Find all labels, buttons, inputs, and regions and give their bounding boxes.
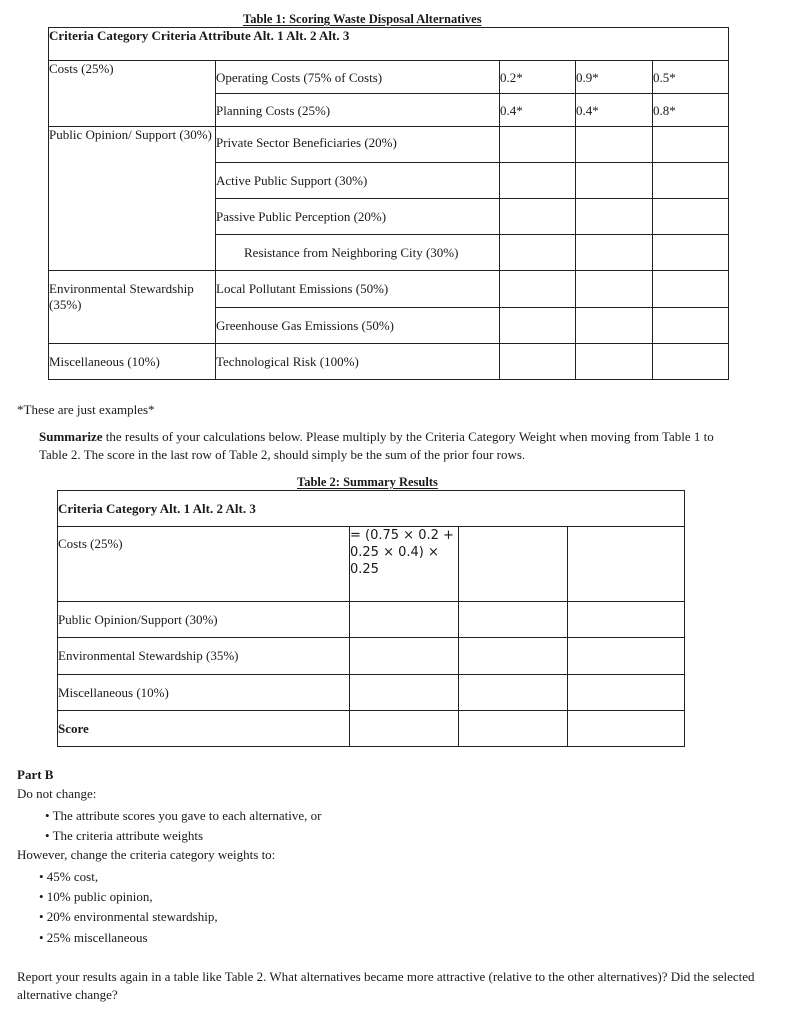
score-alt2: 0.4*	[576, 94, 653, 127]
table-row	[58, 711, 685, 747]
table-row	[49, 127, 729, 163]
score-alt3	[653, 127, 729, 163]
table-row	[58, 527, 685, 602]
summary-alt1	[350, 638, 459, 675]
summary-label-environmental: Environmental Stewardship (35%)	[58, 638, 350, 675]
score-alt2	[576, 271, 653, 308]
table2-header: Criteria Category Alt. 1 Alt. 2 Alt. 3	[58, 491, 685, 527]
score-alt1: 0.2*	[500, 61, 576, 94]
attribute-private-sector: Private Sector Beneficiaries (20%)	[216, 127, 500, 163]
score-alt1	[500, 199, 576, 235]
summary-label-miscellaneous: Miscellaneous (10%)	[58, 675, 350, 711]
table1	[48, 27, 729, 380]
category-environmental-stewardship: Environmental Stewardship (35%)	[49, 271, 216, 344]
category-public-opinion: Public Opinion/ Support (30%)	[49, 127, 216, 271]
score-alt3	[653, 199, 729, 235]
table-row	[49, 344, 729, 380]
summary-alt2	[459, 527, 568, 602]
keep-item: • The attribute scores you gave to each alternative, or	[45, 808, 322, 823]
table2	[57, 490, 685, 747]
summary-instruction-text: the results of your calculations below. Please multiply by the Criteria Category Weight when moving from Table 1 to Table 2. The score in the last row of Table 2, should simply be the sum of the prior four rows.	[39, 429, 714, 462]
score-alt3: 0.8*	[653, 94, 729, 127]
part-b-title: Part B	[17, 767, 54, 782]
score-alt3	[653, 344, 729, 380]
score-alt1: 0.4*	[500, 94, 576, 127]
summary-alt1-costs-formula: = (0.75 × 0.2 + 0.25 × 0.4) × 0.25	[350, 527, 459, 602]
summary-alt3	[568, 638, 685, 675]
keep-item: • The criteria attribute weights	[45, 828, 204, 843]
attribute-planning-costs: Planning Costs (25%)	[216, 94, 500, 127]
summary-alt1	[350, 602, 459, 638]
score-alt2	[576, 163, 653, 199]
attribute-operating-costs: Operating Costs (75% of Costs)	[216, 61, 500, 94]
table1-caption: Table 1: Scoring Waste Disposal Alternatives	[243, 12, 482, 26]
score-alt3	[653, 163, 729, 199]
weight-item: • 10% public opinion,	[39, 889, 153, 904]
score-alt1	[500, 163, 576, 199]
do-not-change-label: Do not change:	[17, 786, 97, 801]
score-alt2	[576, 199, 653, 235]
attribute-active-public-support: Active Public Support (30%)	[216, 163, 500, 199]
score-alt3: 0.5*	[653, 61, 729, 94]
summary-alt3	[568, 602, 685, 638]
summary-label-costs: Costs (25%)	[58, 527, 350, 602]
weight-item: • 20% environmental stewardship,	[39, 909, 218, 924]
score-alt2: 0.9*	[576, 61, 653, 94]
table-row	[49, 61, 729, 94]
score-alt2	[576, 308, 653, 344]
table2-caption: Table 2: Summary Results	[297, 475, 438, 489]
score-alt3	[653, 271, 729, 308]
table-row	[49, 271, 729, 308]
score-alt1	[500, 344, 576, 380]
summary-alt2	[459, 638, 568, 675]
table-row	[58, 638, 685, 675]
score-alt2	[576, 344, 653, 380]
weight-item: • 25% miscellaneous	[39, 930, 148, 945]
summary-label-score: Score	[58, 711, 350, 747]
score-alt1	[500, 308, 576, 344]
summary-alt1	[350, 675, 459, 711]
summary-alt2	[459, 711, 568, 747]
summary-alt1	[350, 711, 459, 747]
table1-header: Criteria Category Criteria Attribute Alt. 1 Alt. 2 Alt. 3	[49, 28, 729, 61]
score-alt2	[576, 127, 653, 163]
summary-instruction	[39, 428, 739, 464]
score-alt1	[500, 127, 576, 163]
summary-alt2	[459, 602, 568, 638]
table-row	[58, 602, 685, 638]
attribute-resistance-neighboring-city: Resistance from Neighboring City (30%)	[216, 235, 500, 271]
category-miscellaneous: Miscellaneous (10%)	[49, 344, 216, 380]
attribute-greenhouse-gas: Greenhouse Gas Emissions (50%)	[216, 308, 500, 344]
summary-label-public-opinion: Public Opinion/Support (30%)	[58, 602, 350, 638]
attribute-technological-risk: Technological Risk (100%)	[216, 344, 500, 380]
score-alt2	[576, 235, 653, 271]
summary-instruction-bold: Summarize	[39, 429, 103, 444]
attribute-local-pollutant: Local Pollutant Emissions (50%)	[216, 271, 500, 308]
however-label: However, change the criteria category weights to:	[17, 847, 276, 862]
report-instruction: Report your results again in a table like Table 2. What alternatives became more attractive (relative to the other alternatives)? Did the selected alternative change?	[17, 969, 755, 1002]
summary-alt3	[568, 675, 685, 711]
weight-item: • 45% cost,	[39, 869, 99, 884]
table-row	[58, 675, 685, 711]
score-alt3	[653, 308, 729, 344]
score-alt1	[500, 235, 576, 271]
summary-alt2	[459, 675, 568, 711]
footnote: *These are just examples*	[17, 402, 155, 417]
category-costs: Costs (25%)	[49, 61, 216, 127]
summary-alt3	[568, 527, 685, 602]
score-alt1	[500, 271, 576, 308]
summary-alt3	[568, 711, 685, 747]
score-alt3	[653, 235, 729, 271]
attribute-passive-public-perception: Passive Public Perception (20%)	[216, 199, 500, 235]
